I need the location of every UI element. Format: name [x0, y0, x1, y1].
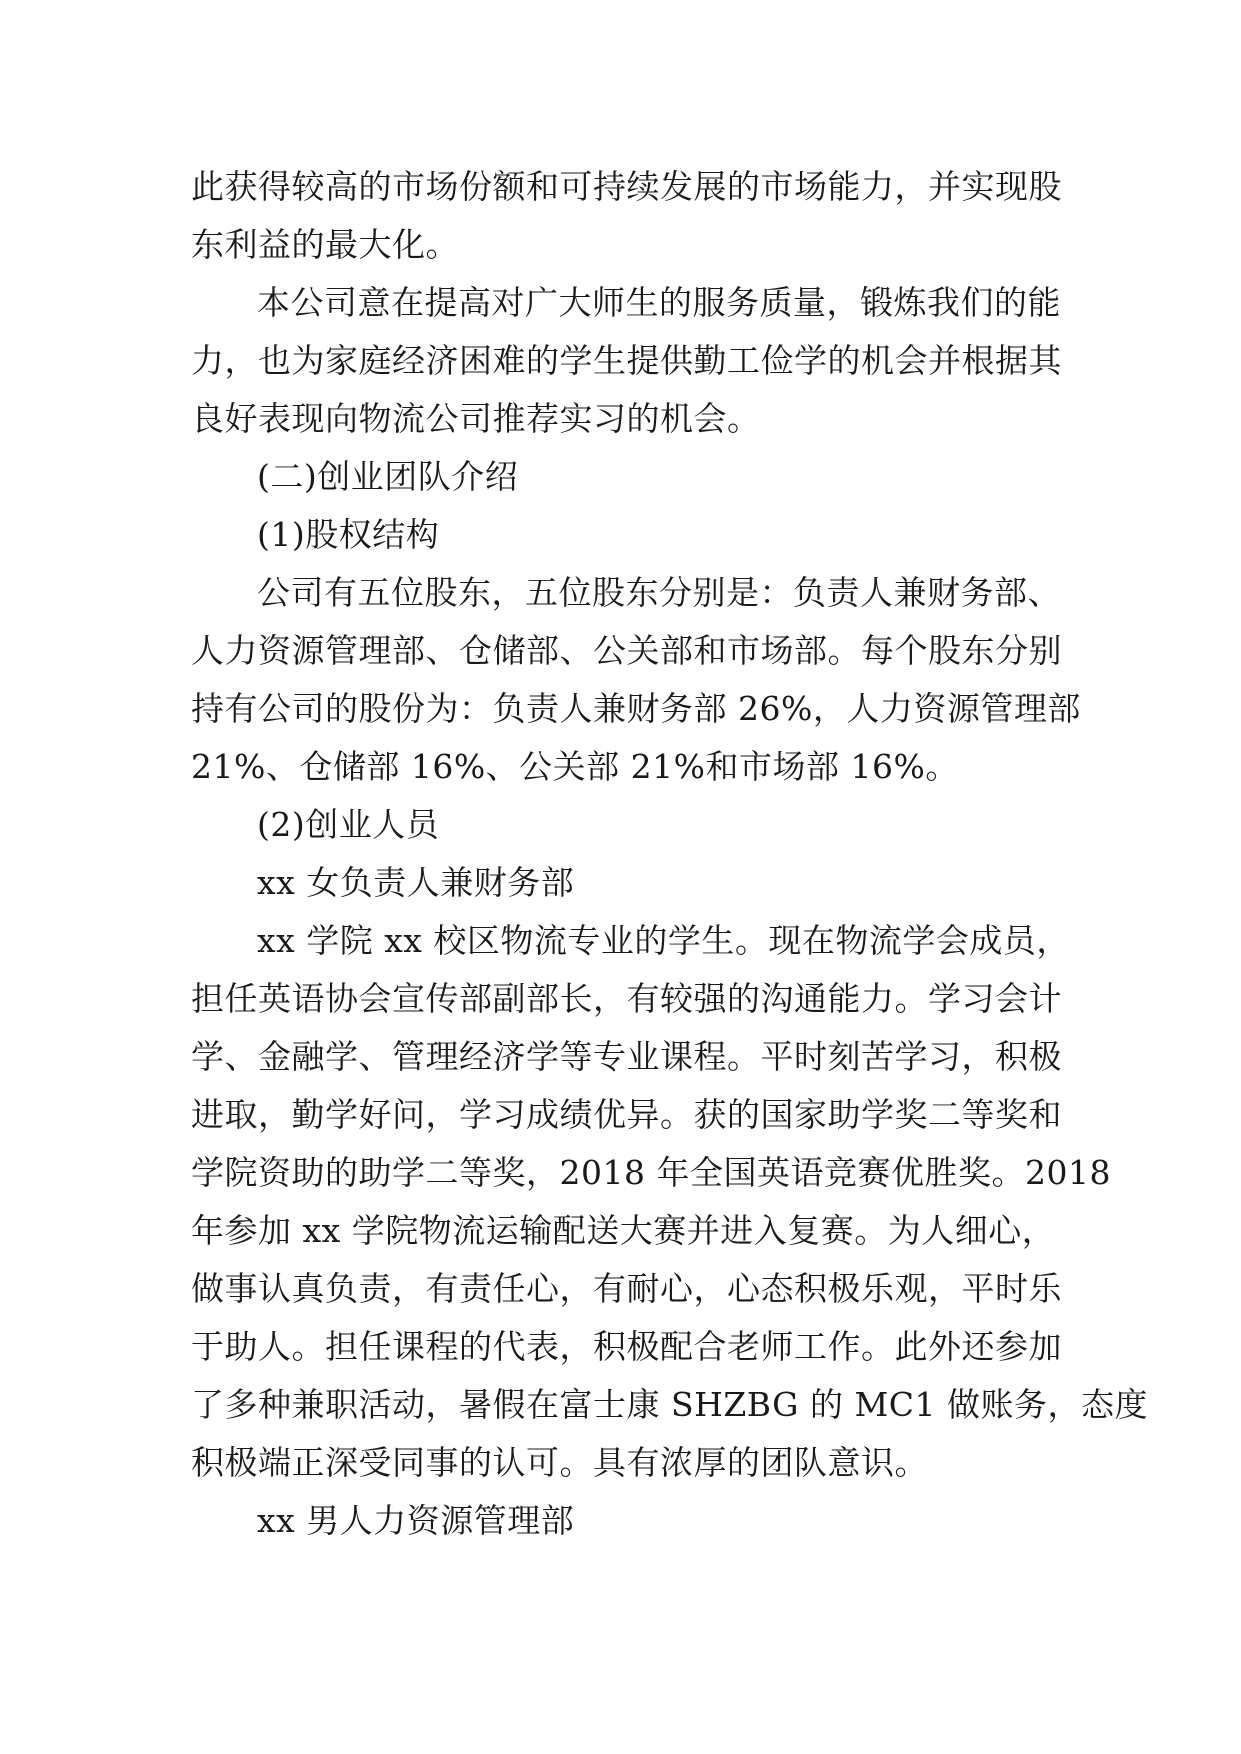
text-line: 此获得较高的市场份额和可持续发展的市场能力，并实现股	[191, 167, 1062, 206]
text-line: 21%、仓储部 16%、公关部 21%和市场部 16%。	[191, 747, 959, 786]
subsection-heading: (2)创业人员	[257, 805, 440, 844]
text-line: 进取，勤学好问，学习成绩优异。获的国家助学奖二等奖和	[191, 1095, 1062, 1134]
paragraph-start-line: 本公司意在提高对广大师生的服务质量，锻炼我们的能	[257, 283, 1061, 322]
text-line: 良好表现向物流公司推荐实习的机会。	[191, 399, 761, 438]
text-line: 于助人。担任课程的代表，积极配合老师工作。此外还参加	[191, 1327, 1062, 1366]
text-line: 做事认真负责，有责任心，有耐心，心态积极乐观，平时乐	[191, 1269, 1062, 1308]
text-line: 积极端正深受同事的认可。具有浓厚的团队意识。	[191, 1443, 928, 1482]
text-line: 了多种兼职活动，暑假在富士康 SHZBG 的 MC1 做账务，态度	[191, 1385, 1149, 1424]
text-line: 年参加 xx 学院物流运输配送大赛并进入复赛。为人细心，	[191, 1211, 1056, 1250]
text-line: 持有公司的股份为：负责人兼财务部 26%，人力资源管理部	[191, 689, 1081, 728]
subsection-heading: (1)股权结构	[257, 515, 440, 554]
text-line: 力，也为家庭经济困难的学生提供勤工俭学的机会并根据其	[191, 341, 1062, 380]
person-heading: xx 女负责人兼财务部	[257, 863, 575, 902]
paragraph-start-line: xx 学院 xx 校区物流专业的学生。现在物流学会成员，	[257, 921, 1070, 960]
text-line: 东利益的最大化。	[191, 225, 459, 264]
paragraph-start-line: 公司有五位股东，五位股东分别是：负责人兼财务部、	[257, 573, 1061, 612]
text-line: 学、金融学、管理经济学等专业课程。平时刻苦学习，积极	[191, 1037, 1062, 1076]
text-line: 担任英语协会宣传部副部长，有较强的沟通能力。学习会计	[191, 979, 1062, 1018]
person-heading: xx 男人力资源管理部	[257, 1501, 575, 1540]
text-line: 人力资源管理部、仓储部、公关部和市场部。每个股东分别	[191, 631, 1062, 670]
document-body	[191, 158, 1149, 1550]
text-line: 学院资助的助学二等奖，2018 年全国英语竞赛优胜奖。2018	[191, 1153, 1111, 1192]
section-heading: (二)创业团队介绍	[257, 457, 519, 496]
